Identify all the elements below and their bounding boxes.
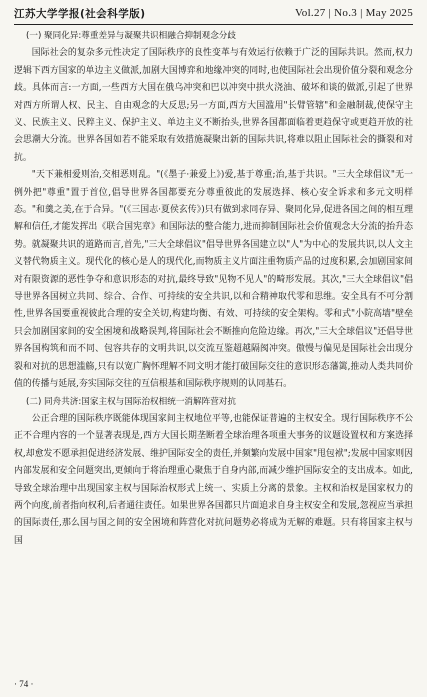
section-heading-1: (一) 聚同化异:尊重差异与凝聚共识相融合抑制观念分歧: [26, 31, 236, 41]
issue-info: Vol.27 | No.3 | May 2025: [294, 7, 413, 19]
page-number: · 74 ·: [14, 679, 34, 689]
paragraph: "天下兼相爱则治,交相恶则乱。"(《墨子·兼爱上》)爱,基于尊重;治,基于共识。"三大全球倡议"无一例外把"尊重"置于首位,倡导世界各国都要充分尊重彼此的发展选择、核心安全诉求和多元文明样态。"和羹之美,在于合异。"(《三国志·夏侯玄传》)只有做到求同存异、聚同化异,促进各国之间的相互理解和信任,才能发挥出《联合国宪章》和国际法的整合能力,进而抑制国际社会价值观念大分流的抬升态势。就凝聚共识的道路而言,首先,"三大全球倡议"倡导世界各国建立以"人"为中心的发展共识,以人文主义替代物质主义。现代化的核心是人的现代化,而物质主义片面注重物质产品的过度积累,会加剧国家间对有限资源的恶性争夺和意识形态的对抗,最终导致"见物不见人"的畸形发展。其次,"三大全球倡议"倡导世界各国树立共同、综合、合作、可持续的安全共识,以和合精神取代零和思维。安全具有不可分割性,世界各国要重视彼此合理的安全关切,构建均衡、有效、可持续的安全架构。零和式"小院高墙"壁垒只会加剧国家间的安全困境和战略误判,将国际社会不断推向危险边缘。再次,"三大全球倡议"还倡导世界各国构筑和而不同、包容共存的文明共识,以交流互鉴超越隔阂冲突。傲慢与偏见是国际社会出现分裂和对抗的思想滥觞,只有以宽广胸怀理解不同文明才能打破国际交往的意识形态藩篱,推动人类共同价值的传播与延展,夯实国际交往的互信根基和国际秩序规则的认同基石。: [14, 170, 413, 390]
paragraph: 国际社会的复杂多元性决定了国际秩序的良性变革与有效运行依赖于广泛的国际共识。然而,权力逻辑下西方国家的单边主义做派,加剧大国博弈和地缘冲突的同时,也使国际社会出现价值分裂和观念分歧。具体而言:一方面,一些西方大国在俄乌冲突和巴以冲突中拱火浇油、破坏和谈的做派,引起了世界对西方所谓人权、民主、自由观念的大反思;另一方面,西方大国滥用"长臂管辖"和金融制裁,使保守主义、民族主义、民粹主义、保护主义、单边主义不断抬头,世界各国都面临着更趋保守或更趋开放的社会思潮大分流。世界各国如若不能采取有效措施凝聚出新的国际共识,将难以阻止国际社会的撕裂和对抗。: [14, 48, 413, 163]
paragraph: 公正合理的国际秩序既能体现国家间主权地位平等,也能保证普遍的主权安全。现行国际秩序不公正不合理内容的一个显著表现是,西方大国长期垄断着全球治理各项重大事务的议题设置权和方案选择权,却愈发不愿承担促进经济发展、维护国际安全的责任,并频繁向发展中国家"甩包袱";发展中国家则因内部发展和安全问题突出,更倾向于将治理重心聚焦于自身内部,而减少维护国际安全的支出成本。如此,导致全球治理中出现国家主权与国际治权形式上统一、实质上分离的景象。主权和治权是国家权力的两个向度,前者指向权利,后者通往责任。如果世界各国都只片面追求自身主权安全和发展,忽视应当承担的国际责任,那么国与国之间的安全困境和阵营化对抗问题势必将成为无解的难题。只有将国家主权与国: [14, 413, 413, 546]
section-heading-2: (二) 同舟共济:国家主权与国际治权相统一消解阵营对抗: [26, 396, 236, 407]
article-body: [14, 28, 413, 671]
journal-title: 江苏大学学报(社会科学版): [14, 7, 146, 20]
running-header: [14, 2, 413, 25]
